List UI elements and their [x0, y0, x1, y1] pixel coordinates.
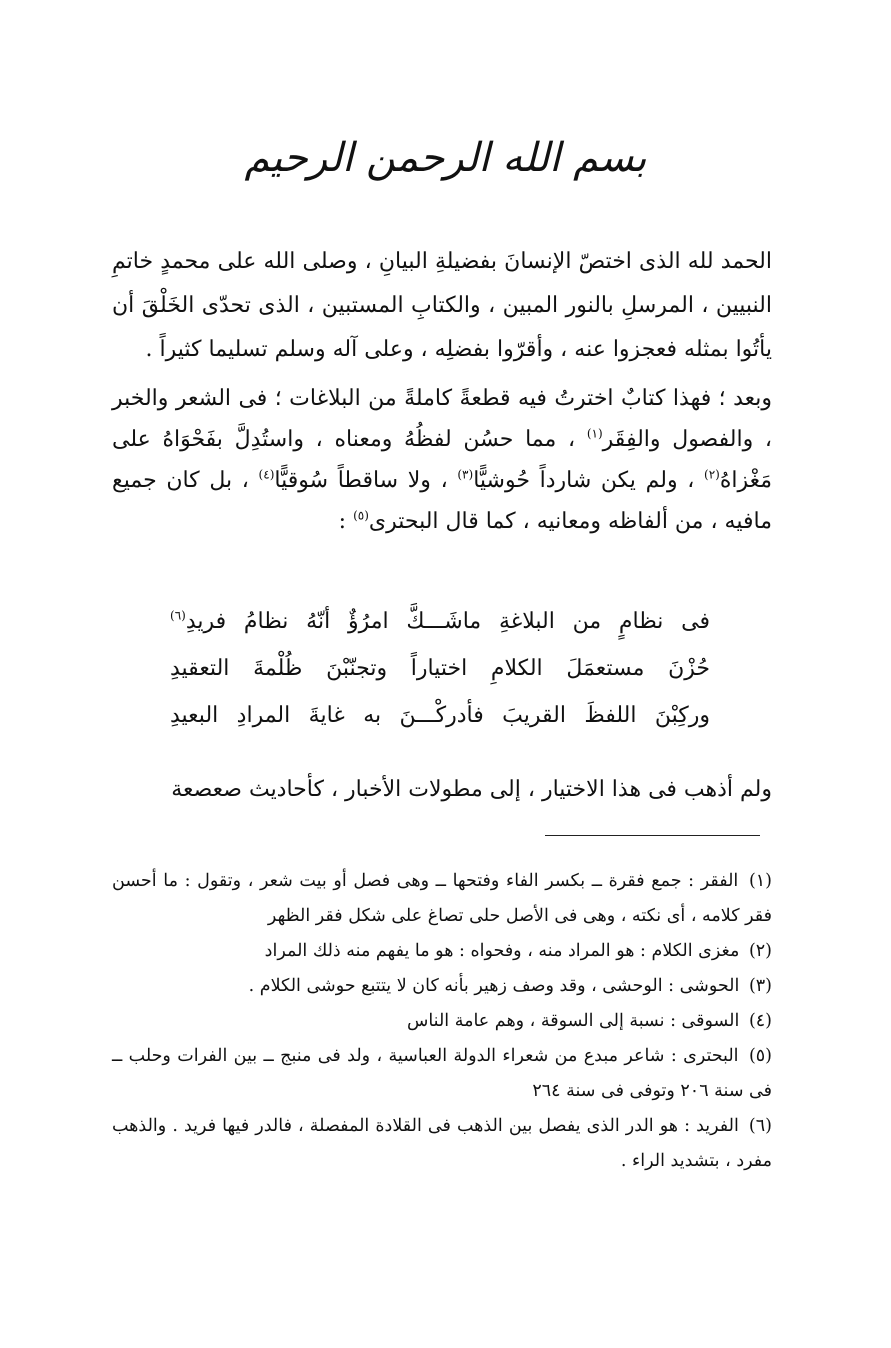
poem-line-2: حُزْنَ مستعمَلَ الكلامِ اختياراً وتجنّبْنَ ظُلْمةَ التعقيدِ: [170, 656, 710, 681]
main-text-part-6: :: [338, 509, 347, 534]
footnote-text: الفقر : جمع فقرة ــ بكسر الفاء وفتحها ــ وهى فصل أو بيت شعر ، وتقول : ما أحسن فقر كلامه ، أى نكته ، وهى فى الأصل حلى تصاغ على شكل فقر الظهر: [112, 871, 772, 926]
footnotes-section: [112, 864, 772, 1179]
footnote-ref-3[interactable]: (٣): [457, 467, 474, 482]
poem-line-3: وركِبْنَ اللفظَ القريبَ فأدركْـــنَ به غايةَ المرادِ البعيدِ: [170, 703, 710, 728]
footnote-2: [112, 934, 772, 969]
main-text: [112, 378, 772, 542]
footnote-number: (٣): [748, 976, 772, 996]
footnote-1: [112, 864, 772, 934]
footnote-text: السوقى : نسبة إلى السوقة ، وهم عامة الناس: [406, 1011, 740, 1031]
footnote-text: مغزى الكلام : هو المراد منه ، وفحواه : هو ما يفهم منه ذلك المراد: [264, 941, 740, 961]
closing-paragraph: [112, 768, 772, 812]
footnote-ref-5[interactable]: (٥): [353, 508, 369, 523]
footnote-text: الفريد : هو الدر الذى يفصل بين الذهب فى القلادة المفصلة ، فالدر فيها فريد . والذهب مفرد ، بتشديد الراء .: [112, 1116, 772, 1171]
footnote-number: (٦): [748, 1116, 772, 1136]
footnote-3: [112, 969, 772, 1004]
intro-paragraph: [112, 240, 772, 372]
footnote-number: (٢): [748, 941, 772, 961]
main-text-part-4: ، ولا ساقطاً سُوقيًّا: [274, 468, 448, 493]
main-text-part-5: ، بل كان جميع مافيه ، من ألفاظه ومعانيه ، كما قال البحترى: [112, 468, 772, 534]
main-text-part-3: ، ولم يكن شارداً حُوشيًّا: [473, 468, 695, 493]
footnote-number: (١): [748, 871, 772, 891]
footnote-text: الحوشى : الوحشى ، وقد وصف زهير بأنه كان لا يتتبع حوشى الكلام .: [248, 976, 740, 996]
footnote-5: [112, 1039, 772, 1109]
intro-text: الحمد لله الذى اختصّ الإنسانَ بفضيلةِ البيانِ ، وصلى الله على محمدٍ خاتمِ النبيين ، المرسلِ بالنور المبين ، والكتابِ المستبين ، الذى تحدّى الخَلْقَ أن يأتُوا بمثله فعجزوا عنه ، وأقرّوا بفضلِه ، وعلى آله وسلم تسليما كثيراً .: [112, 249, 772, 362]
footnote-ref-4[interactable]: (٤): [258, 467, 275, 482]
footnote-text: البحترى : شاعر مبدع من شعراء الدولة العباسية ، ولد فى منبج ــ بين الفرات وحلب ــ فى سنة ٢٠٦ وتوفى فى سنة ٢٦٤: [112, 1046, 772, 1101]
footnote-divider: [545, 835, 760, 836]
main-text-part-1: وبعد ؛ فهذا كتابٌ اخترتُ فيه قطعةً كاملةً من البلاغات ؛ فى الشعر والخبر ، والفصول والفِقَر: [112, 386, 773, 452]
main-paragraph: [112, 378, 772, 542]
main-text-part-2: ، مما حسُن لفظُهُ ومعناه ، واستُدِلَّ بفَحْوَاهُ على مَغْزاهُ: [112, 427, 773, 493]
footnote-ref-2[interactable]: (٢): [704, 467, 720, 482]
footnote-ref-6[interactable]: (٦): [170, 608, 186, 623]
footnote-4: [112, 1004, 772, 1039]
poem-block: [170, 598, 710, 739]
basmala-heading: بسم الله الرحمن الرحيم: [244, 135, 647, 181]
footnote-ref-1[interactable]: (١): [586, 426, 603, 441]
footnote-number: (٥): [748, 1046, 772, 1066]
closing-text: ولم أذهب فى هذا الاختيار ، إلى مطولات الأخبار ، كأحاديث صعصعة: [171, 777, 772, 802]
footnote-6: [112, 1109, 772, 1179]
footnote-number: (٤): [748, 1011, 772, 1031]
poem-line-1: [170, 598, 710, 645]
poem-line-1-text: فى نظامٍ من البلاغةِ ماشَـــكَّ امرُؤٌ أنّهُ نظامُ فريدِ: [185, 609, 710, 634]
